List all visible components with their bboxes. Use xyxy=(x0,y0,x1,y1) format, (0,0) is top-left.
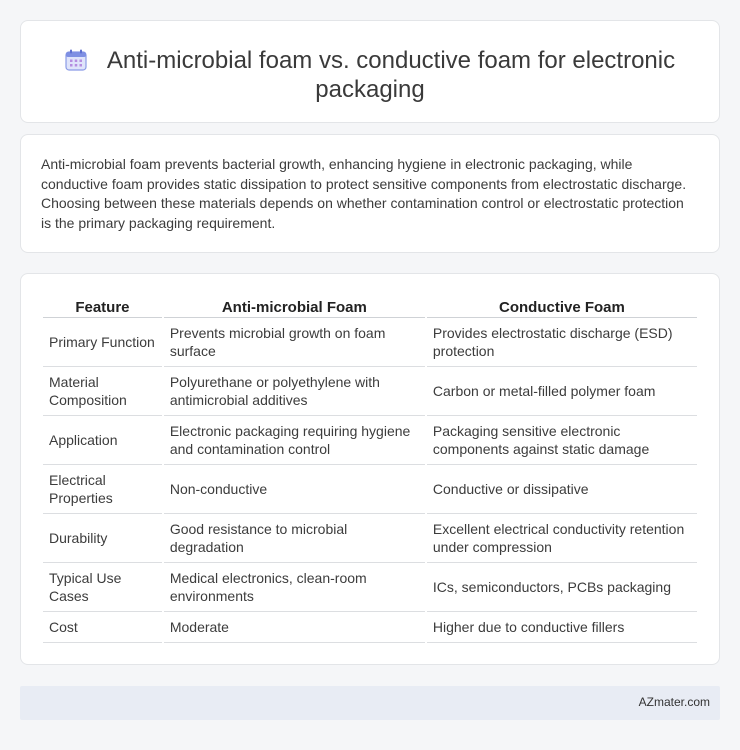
conductive-cell: Packaging sensitive electronic components against static damage xyxy=(427,416,697,465)
anti-microbial-cell: Moderate xyxy=(164,612,425,643)
conductive-cell: Carbon or metal-filled polymer foam xyxy=(427,367,697,416)
anti-microbial-cell: Prevents microbial growth on foam surface xyxy=(164,318,425,367)
feature-cell: Primary Function xyxy=(43,318,162,367)
header-conductive: Conductive Foam xyxy=(427,296,697,318)
conductive-cell: Higher due to conductive fillers xyxy=(427,612,697,643)
comparison-table xyxy=(41,296,699,643)
feature-cell: Durability xyxy=(43,514,162,563)
table-header-row xyxy=(43,296,697,318)
table-row xyxy=(43,612,697,643)
anti-microbial-cell: Polyurethane or polyethylene with antimicrobial additives xyxy=(164,367,425,416)
anti-microbial-cell: Electronic packaging requiring hygiene and contamination control xyxy=(164,416,425,465)
table-row xyxy=(43,465,697,514)
calendar-icon xyxy=(65,49,87,71)
title-card xyxy=(20,20,720,123)
table-row xyxy=(43,514,697,563)
table-row xyxy=(43,367,697,416)
anti-microbial-cell: Medical electronics, clean-room environments xyxy=(164,563,425,612)
page-title: Anti-microbial foam vs. conductive foam for electronic packaging xyxy=(106,47,676,103)
intro-paragraph: Anti-microbial foam prevents bacterial growth, enhancing hygiene in electronic packaging, while conductive foam provides static dissipation to protect sensitive components from electrostatic discharge. Choosing between these materials depends on whether contamination control or electrostatic protection is the primary packaging requirement. xyxy=(41,156,687,231)
header-anti-microbial: Anti-microbial Foam xyxy=(164,296,425,318)
page-title-wrap xyxy=(21,46,719,104)
feature-cell: Typical Use Cases xyxy=(43,563,162,612)
conductive-cell: Provides electrostatic discharge (ESD) protection xyxy=(427,318,697,367)
footer-bar xyxy=(20,686,720,720)
header-feature: Feature xyxy=(43,296,162,318)
feature-cell: Material Composition xyxy=(43,367,162,416)
anti-microbial-cell: Non-conductive xyxy=(164,465,425,514)
anti-microbial-cell: Good resistance to microbial degradation xyxy=(164,514,425,563)
feature-cell: Cost xyxy=(43,612,162,643)
table-row xyxy=(43,318,697,367)
table-row xyxy=(43,563,697,612)
comparison-card xyxy=(20,273,720,665)
footer-brand: AZmater.com xyxy=(638,695,710,709)
conductive-cell: Excellent electrical conductivity retention under compression xyxy=(427,514,697,563)
feature-cell: Application xyxy=(43,416,162,465)
feature-cell: Electrical Properties xyxy=(43,465,162,514)
conductive-cell: ICs, semiconductors, PCBs packaging xyxy=(427,563,697,612)
table-row xyxy=(43,416,697,465)
conductive-cell: Conductive or dissipative xyxy=(427,465,697,514)
intro-card xyxy=(20,134,720,253)
